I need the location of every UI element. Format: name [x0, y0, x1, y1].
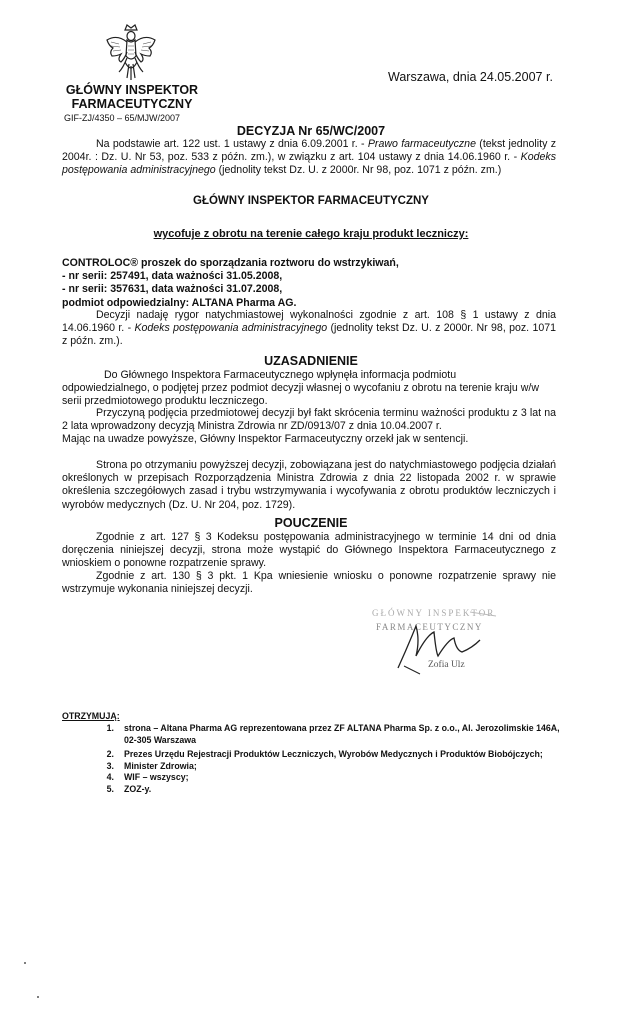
signature-stamp [350, 606, 520, 678]
justification-paragraph-1: Do Głównego Inspektora Farmaceutycznego wpłynęła informacja podmiotu odpowiedzialnego, o podjętej przez podmiot decyzji własnej o wycofaniu z obrotu na terenie kraju w/w serii przedmiotowego produktu leczniczego. [62, 369, 539, 408]
recipient-text: strona – Altana Pharma AG reprezentowana przez ZF ALTANA Pharma Sp. z o.o., Al. Jerozolimskie 146A, 02-305 Warszawa [124, 723, 560, 745]
justification-heading: UZASADNIENIE [264, 354, 358, 368]
legal-basis-law-1: Prawo farmaceutyczne [367, 138, 476, 150]
stamp-name: Zofia Ulz [428, 660, 465, 670]
instruction-paragraph-1: Zgodnie z art. 127 § 3 Kodeksu postępowania administracyjnego w terminie 14 dni od dnia doręczenia niniejszej decyzji, strona może wystąpić do Głównego Inspektora Farmaceutycznego z wnioskiem o ponowne rozpatrzenie sprawy. [62, 531, 556, 570]
product-line: podmiot odpowiedzialny: ALTANA Pharma AG. [62, 296, 297, 309]
product-details [62, 257, 399, 310]
recipient-number: 5. [106, 783, 114, 794]
legal-basis-text-a: Na podstawie art. 122 ust. 1 ustawy z dnia 6.09.2001 r. - [96, 138, 368, 150]
recipient-text: Prezes Urzędu Rejestracji Produktów Leczniczych, Wyrobów Medycznych i Produktów Biobójczych; [124, 749, 543, 759]
recipient-text: WIF – wszyscy; [124, 772, 189, 782]
immediate-enforcement-paragraph [62, 309, 556, 349]
rygor-law: Kodeks postępowania administracyjnego [134, 322, 328, 335]
justification-paragraph-2: Przyczyną podjęcia przedmiotowej decyzji był fakt skrócenia terminu ważności produktu z 3 lat na 2 lata wprowadzony decyzją Ministra Zdrowia nr ZD/0913/07 z dnia 10.04.2007 r. [62, 407, 556, 433]
stamp-line-2: FARMACEUTYCZNY [376, 622, 483, 632]
recipient-text: Minister Zdrowia; [124, 760, 197, 771]
reference-number: GIF-ZJ/4350 – 65/MJW/2007 [64, 113, 181, 123]
rygor-text-b: (jednolity tekst Dz. U. z 2000r. Nr 98, poz. 1071 z późn. zm.). [62, 322, 557, 348]
handwritten-signature-icon [350, 606, 520, 678]
justification-paragraph-3: Mając na uwadze powyższe, Główny Inspektor Farmaceutyczny orzekł jak w sentencji. [62, 433, 469, 445]
issuer-line-2: FARMACEUTYCZNY [71, 97, 193, 111]
rygor-text-a: Decyzji nadaję rygor natychmiastowej wykonalności zgodnie z art. 108 § 1 ustawy z dnia 14.06.1960 r. - [62, 309, 556, 335]
recipient-number: 1. [106, 723, 114, 733]
list-item [62, 761, 562, 773]
stamp-line-1: GŁÓWNY INSPEKTOR [372, 608, 496, 618]
decision-title: DECYZJA Nr 65/WC/2007 [236, 124, 386, 138]
scan-speck [24, 962, 26, 964]
legal-basis-law-2: Kodeks postępowania administracyjnego [62, 151, 556, 177]
list-item [62, 749, 562, 761]
issuer-line-1: GŁÓWNY INSPEKTOR [65, 83, 199, 97]
legal-basis-text-b: (tekst jednolity z 2004r. : Dz. U. Nr 53, poz. 533 z późn. zm.), w związku z art. 104 ustawy z dnia 14.06.1960 r. - [62, 138, 556, 164]
legal-basis-paragraph [62, 138, 556, 178]
product-line: - nr serii: 257491, data ważności 31.05.2008, [62, 270, 283, 283]
justification-paragraph-4: Strona po otrzymaniu powyższej decyzji, zobowiązana jest do natychmiastowego podjęcia działań określonych w przepisach Rozporządzenia Ministra Zdrowia z dnia 22 listopada 2002 r. w sprawie określenia szczegółowych zasad i trybu wstrzymywania i wycofywania z obrotu produktów leczniczych i wyrobów medycznych (Dz. U. Nr 204, poz. 1729). [62, 459, 556, 511]
list-item [62, 723, 562, 746]
recipients-heading: OTRZYMUJĄ: [62, 711, 120, 721]
recipient-text: ZOZ-y. [124, 783, 152, 794]
authority-heading: GŁÓWNY INSPEKTOR FARMACEUTYCZNY [193, 195, 429, 207]
instruction-paragraph-2: Zgodnie z art. 130 § 3 pkt. 1 Kpa wniesienie wniosku o ponowne rozpatrzenie sprawy nie wstrzymuje wykonania niniejszej decyzji. [62, 570, 556, 596]
polish-eagle-emblem-icon [103, 22, 159, 82]
product-line: CONTROLOC® proszek do sporządzania roztworu do wstrzykiwań, [62, 257, 399, 269]
withdrawal-statement: wycofuje z obrotu na terenie całego kraju produkt leczniczy: [153, 228, 469, 240]
instruction-heading: POUCZENIE [274, 516, 348, 530]
list-item [62, 772, 562, 784]
issuer-name [62, 83, 202, 111]
recipient-number: 2. [106, 749, 114, 759]
product-line: - nr serii: 357631, data ważności 31.07.2008, [62, 283, 283, 296]
list-item [62, 784, 562, 796]
legal-basis-text-c: (jednolity tekst Dz. U. z 2000r. Nr 98, poz. 1071 z późn. zm.) [215, 164, 502, 177]
scan-speck [37, 996, 39, 998]
recipient-number: 4. [106, 772, 114, 782]
place-and-date: Warszawa, dnia 24.05.2007 r. [388, 70, 553, 84]
recipient-number: 3. [106, 760, 114, 771]
recipients-list [62, 723, 562, 795]
